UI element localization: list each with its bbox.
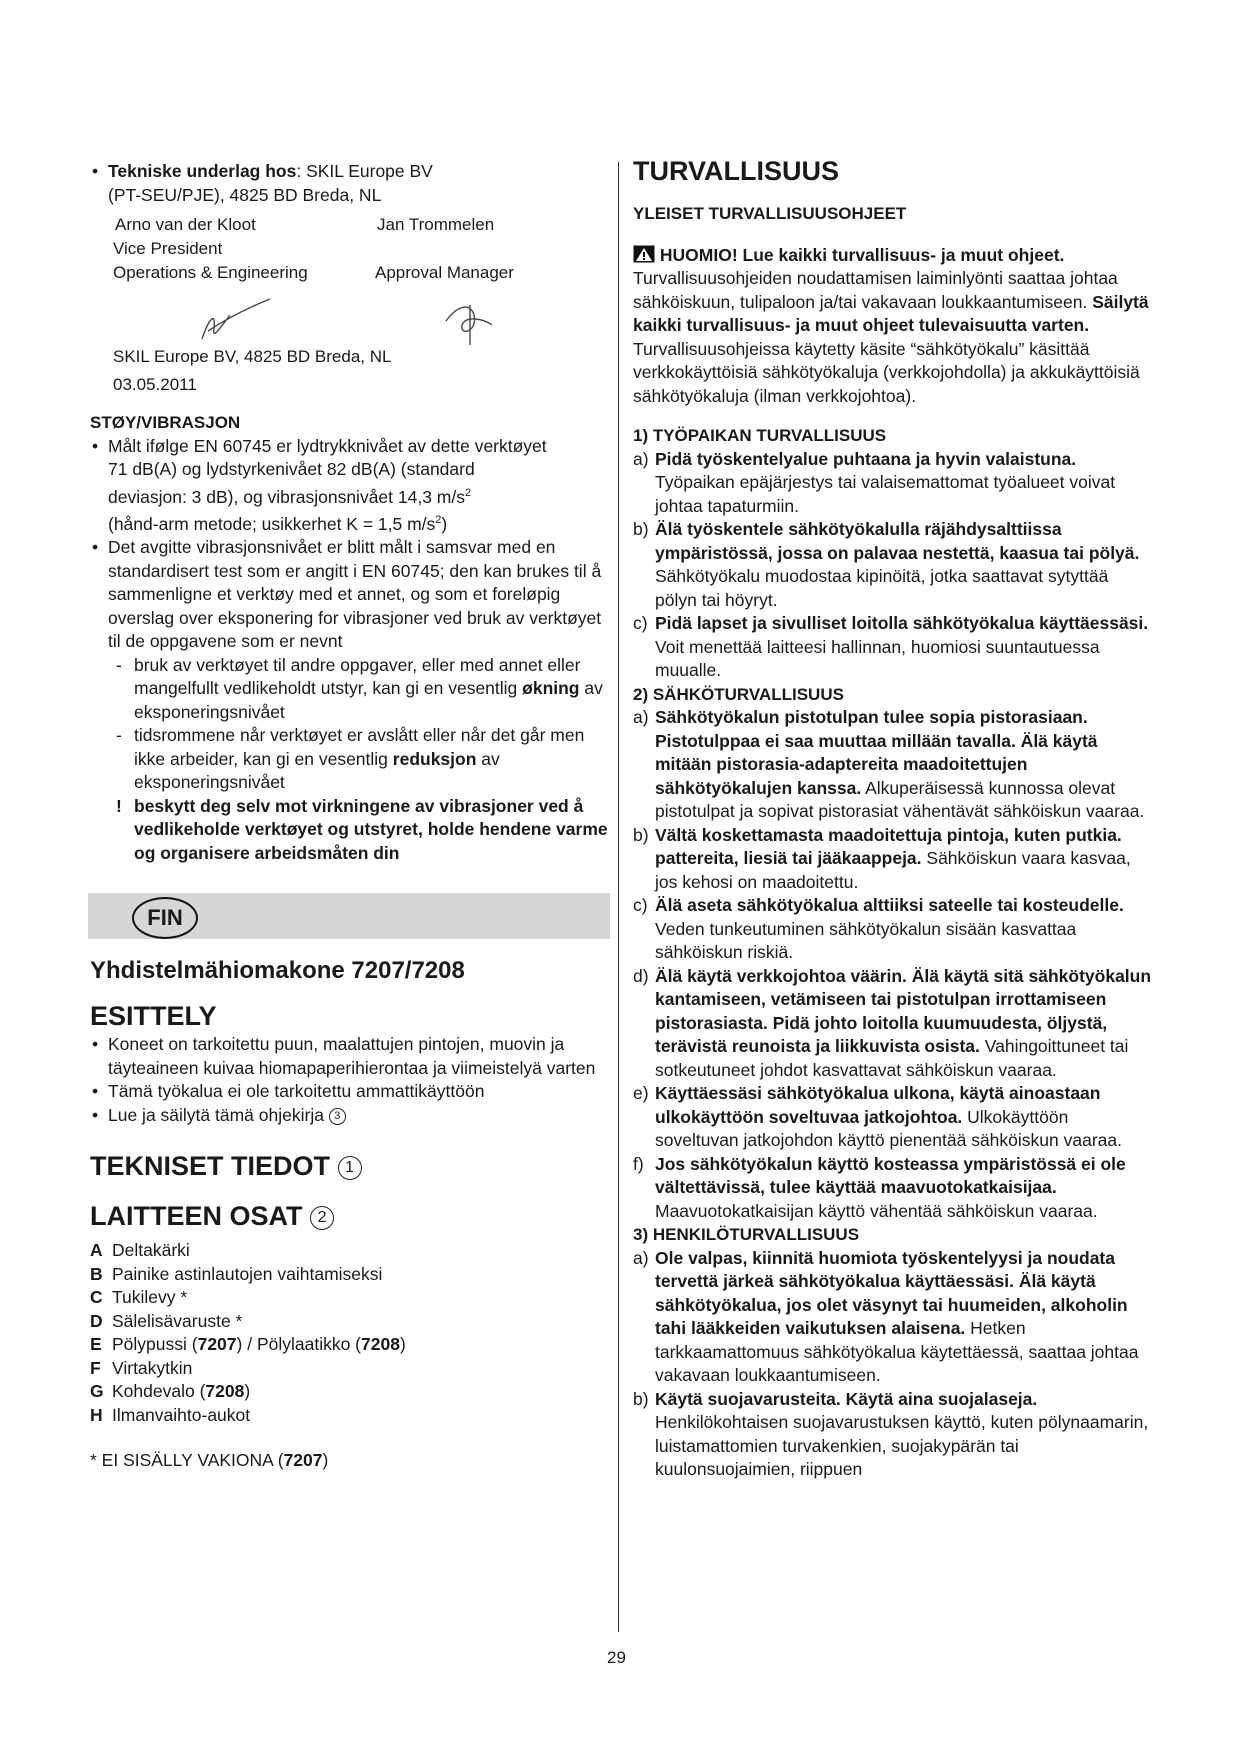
part-text: Ilmanvaihto-aukot <box>112 1404 251 1425</box>
part-text: Tukilevy * <box>112 1287 188 1308</box>
noise-d2-b: reduksjon <box>392 748 477 769</box>
figure-ref-2: 2 <box>310 1206 334 1230</box>
noise-dash-2 <box>90 724 610 795</box>
item-bold: Ole valpas, kiinnitä huomiota työskentelyysi ja noudata tervettä järkeä sähkötyökalua käyttäessäsi. Älä käytä sähkötyökalua, jos olet väsynyt tai huumeiden, alkoholin tahi lääkkeiden vaikutuksen alaisena. <box>655 1247 1128 1338</box>
part-c <box>90 1286 610 1310</box>
parts-list <box>90 1239 610 1427</box>
s1-item-c <box>633 612 1153 683</box>
item-bold: Pidä lapset ja sivulliset loitolla sähkötyökalua käyttäessäsi. <box>655 613 1149 633</box>
item-bold: Pidä työskentelyalue puhtaana ja hyvin valaistuna. <box>655 448 1077 469</box>
part-g <box>90 1380 610 1404</box>
noise-warning: ! beskytt deg selv mot virkningene av vibrasjoner ved å vedlikeholde verktøyet og utstyret, holde hendene varme og organisere arbeidsmåten din <box>90 795 610 866</box>
part-e-b: 7207 <box>197 1334 237 1355</box>
date: 03.05.2011 <box>113 375 197 394</box>
part-key: C <box>90 1287 103 1308</box>
part-key: B <box>90 1263 103 1284</box>
item-text: Vahingoittuneet tai sotkeutuneet johdot kasvattavat sähköiskun vaaraa. <box>655 1036 1129 1080</box>
noise-d2-a: tidsrommene når verktøyet er avslått eller når det går men ikke arbeider, kan gi en vesentlig <box>134 725 585 769</box>
item-label: e) <box>633 1083 649 1103</box>
part-e <box>90 1333 610 1357</box>
column-divider <box>618 162 619 1632</box>
signer1-dept: Operations & Engineering <box>113 263 308 282</box>
item-label: b) <box>633 1388 649 1409</box>
noise-b1-l3: deviasjon: 3 dB), og vibrasjonsnivået 14,3 m/s <box>108 486 465 507</box>
s1-item-b <box>633 518 1153 612</box>
footnote-a: * EI SISÄLLY VAKIONA ( <box>90 1450 284 1471</box>
intro-bullet-3 <box>90 1104 610 1128</box>
noise-b1-l4-end: ) <box>441 513 448 534</box>
part-e-c: ) / Pölylaatikko ( <box>236 1334 362 1355</box>
part-b <box>90 1263 610 1287</box>
section2-heading: 2) SÄHKÖTURVALLISUUS <box>633 684 844 704</box>
item-bold: Käyttäessäsi sähkötyökalua ulkona, käytä ainoastaan ulkokäyttöön soveltuvaa jatkojohtoa. <box>655 1083 1101 1127</box>
item-text: Veden tunkeutuminen sähkötyökalun sisään kasvattaa sähköiskun riskiä. <box>655 918 1077 962</box>
warning-t1: Turvallisuusohjeiden noudattamisen laiminlyönti saattaa johtaa sähköiskuun, tulipaloon ja/tai vakavaan loukkaantumiseen. <box>633 268 1118 312</box>
company-line: SKIL Europe BV, 4825 BD Breda, NL <box>113 347 392 366</box>
figure-ref-1: 1 <box>338 1156 362 1180</box>
item-bold: Älä aseta sähkötyökalua alttiiksi sateelle tai kosteudelle. <box>655 895 1124 915</box>
part-a <box>90 1239 610 1263</box>
noise-b1-l2: 71 dB(A) og lydstyrkenivået 82 dB(A) (standard <box>108 459 475 479</box>
signature-images <box>90 285 610 347</box>
s1-item-a <box>633 448 1153 519</box>
part-e-e: ) <box>399 1334 406 1355</box>
sup-2b: 2 <box>435 513 442 526</box>
s2-item-a <box>633 706 1153 824</box>
part-text: Sälelisävaruste * <box>112 1310 243 1331</box>
left-column <box>90 160 610 1473</box>
signers-block <box>90 213 610 285</box>
tech-docs-bullet <box>90 160 610 207</box>
item-label: a) <box>633 448 649 469</box>
warning-b2: Säilytä kaikki turvallisuus- ja muut ohjeet tulevaisuutta varten. <box>633 291 1149 335</box>
tech-docs-address: (PT-SEU/PJE), 4825 BD Breda, NL <box>108 184 382 205</box>
item-text: Sähkötyökalu muodostaa kipinöitä, jotka saattavat sytyttää pölyn tai höyryt. <box>655 566 1109 610</box>
noise-d1-c: av eksponeringsnivået <box>134 678 603 722</box>
item-text: Työpaikan epäjärjestys tai valaisemattomat työalueet voivat johtaa tapaturmiin. <box>655 472 1116 516</box>
item-label: a) <box>633 1247 649 1268</box>
part-text: Painike astinlautojen vaihtamiseksi <box>112 1263 383 1284</box>
noise-d1-a: bruk av verktøyet til andre oppgaver, eller med annet eller mangelfullt vedlikeholdt utstyr, kan gi en vesentlig <box>134 654 581 699</box>
tech-data-heading <box>90 1149 610 1183</box>
language-badge: FIN <box>132 897 198 939</box>
figure-ref-3: 3 <box>329 1108 346 1125</box>
s2-item-f <box>633 1153 1153 1224</box>
footnote-b: 7207 <box>283 1450 323 1471</box>
tech-data-heading-text: TEKNISET TIEDOT <box>90 1151 331 1182</box>
item-text: Maavuotokatkaisijan käyttö vähentää sähköiskun vaaraa. <box>655 1200 1098 1221</box>
intro-heading: ESITTELY <box>90 1001 217 1032</box>
part-g-c: ) <box>244 1381 251 1402</box>
item-text: Alkuperäisessä kunnossa olevat pistotulpat ja sopivat pistorasiat vähentävät sähköiskun vaaraa. <box>655 777 1145 821</box>
signer1-role: Vice President <box>113 239 223 258</box>
parts-heading <box>90 1199 610 1233</box>
item-label: c) <box>633 613 648 633</box>
safety-heading: TURVALLISUUS <box>633 156 840 186</box>
item-bold: Käytä suojavarusteita. Käytä aina suojalaseja. <box>655 1388 1038 1409</box>
part-key: E <box>90 1334 102 1355</box>
warning-b1: HUOMIO! Lue kaikki turvallisuus- ja muut ohjeet. <box>659 244 1065 265</box>
intro-b3-text: Lue ja säilytä tämä ohjekirja <box>108 1104 324 1125</box>
item-label: f) <box>633 1153 644 1174</box>
section1-heading: 1) TYÖPAIKAN TURVALLISUUS <box>633 426 887 445</box>
part-h <box>90 1404 610 1428</box>
noise-d2-c: av eksponeringsnivået <box>134 748 500 793</box>
item-label: c) <box>633 895 648 915</box>
signatures <box>90 285 610 347</box>
part-key: A <box>90 1240 103 1261</box>
s3-item-a <box>633 1247 1153 1388</box>
item-bold: Sähkötyökalun pistotulpan tulee sopia pistorasiaan. Pistotulppaa ei saa muuttaa millään tavalla. Älä käytä mitään pistorasia-adaptereita maadoitettujen sähkötyökalujen kanssa. <box>655 707 1098 798</box>
signer2-name: Jan Trommelen <box>377 215 495 234</box>
warning-paragraph <box>633 244 1153 409</box>
part-d <box>90 1310 610 1334</box>
parts-heading-text: LAITTEEN OSAT <box>90 1201 303 1232</box>
item-label: a) <box>633 707 649 727</box>
noise-b1-l4: (hånd-arm metode; usikkerhet K = 1,5 m/s <box>108 513 436 534</box>
s2-item-c <box>633 894 1153 965</box>
intro-bullet-2: • Tämä työkalua ei ole tarkoitettu ammattikäyttöön <box>90 1080 610 1104</box>
part-g-a: Kohdevalo ( <box>112 1381 206 1402</box>
part-key: D <box>90 1310 103 1331</box>
item-text: Ulkokäyttöön soveltuvan jatkojohdon käyttö pienentää sähköiskun vaaraa. <box>655 1106 1122 1150</box>
item-text: Hetken tarkkaamattomuus sähkötyökalua käytettäessä, saattaa johtaa vakavaan loukkaantumiseen. <box>655 1318 1139 1385</box>
tech-docs-label: Tekniske underlag hos <box>108 161 297 181</box>
part-key: H <box>90 1404 103 1425</box>
part-text: Deltakärki <box>112 1240 190 1261</box>
language-bar <box>88 893 610 939</box>
section3-heading: 3) HENKILÖTURVALLISUUS <box>633 1225 860 1244</box>
item-label: d) <box>633 965 649 986</box>
s2-item-e <box>633 1082 1153 1153</box>
part-f <box>90 1357 610 1381</box>
product-title: Yhdistelmähiomakone 7207/7208 <box>90 957 465 985</box>
right-column <box>633 156 1153 1482</box>
part-g-b: 7208 <box>205 1381 245 1402</box>
noise-dash-1 <box>90 654 610 725</box>
item-label: b) <box>633 824 649 845</box>
part-e-d: 7208 <box>361 1334 400 1355</box>
safety-subheading: YLEISET TURVALLISUUSOHJEET <box>633 204 907 223</box>
s2-item-d <box>633 965 1153 1083</box>
footnote-c: ) <box>322 1450 329 1471</box>
noise-d1-b: økning <box>522 678 580 699</box>
item-bold: Älä käytä verkkojohtoa väärin. Älä käytä sitä sähkötyökalun kantamiseen, vetämiseen tai pistotulpan irrottamiseen pistorasiasta. Pidä johto loitolla kuumuudesta, öljystä, terävistä reunoista ja liikkuvista osista. <box>655 965 1152 1056</box>
item-bold: Älä työskentele sähkötyökalulla räjähdysalttiissa ympäristössä, jossa on palavaa nestettä, kaasua tai pölyä. <box>655 519 1140 563</box>
part-text: Virtakytkin <box>112 1357 193 1378</box>
item-text: Henkilökohtaisen suojavarustuksen käyttö, kuten pölynaamarin, luistamattomien turvakenkien, suojakypärän tai kuulonsuojaimien, riippuen <box>655 1412 1149 1479</box>
intro-bullet-1: • Koneet on tarkoitettu puun, maalattujen pintojen, muovin ja täyteaineen kuivaa hiomapaperihierontaa ja viimeistelyä varten <box>90 1033 610 1080</box>
part-e-a: Pölypussi ( <box>112 1334 198 1355</box>
sup-2a: 2 <box>465 486 472 499</box>
item-bold: Vältä koskettamasta maadoitettuja pintoja, kuten putkia. pattereita, liesiä tai jääkaappeja. <box>655 824 1122 868</box>
noise-b1-l1: Målt ifølge EN 60745 er lydtrykknivået av dette verktøyet <box>108 435 547 456</box>
signer2-role: Approval Manager <box>375 263 514 282</box>
warning-t2: Turvallisuusohjeissa käytetty käsite “sähkötyökalu” käsittää verkkokäyttöisiä sähkötyökaluja (verkkojohdolla) ja akkukäyttöisiä sähkötyökaluja (ilman verkkojohtoa). <box>633 338 1140 406</box>
s2-item-b <box>633 824 1153 895</box>
s3-item-b <box>633 1388 1153 1482</box>
page-number: 29 <box>607 1648 626 1667</box>
noise-heading: STØY/VIBRASJON <box>90 413 241 432</box>
item-bold: Jos sähkötyökalun käyttö kosteassa ympäristössä ei ole vältettävissä, tulee käyttää maavuotokatkaisijaa. <box>655 1153 1126 1197</box>
tech-docs-company: : SKIL Europe BV <box>296 161 433 181</box>
footnote <box>90 1449 610 1473</box>
part-key: F <box>90 1357 101 1378</box>
item-text: Voit menettää laitteesi hallinnan, huomiosi suuntautuessa muualle. <box>655 636 1100 680</box>
item-text: Sähköiskun vaara kasvaa, jos kehosi on maadoitettu. <box>655 848 1131 892</box>
part-key: G <box>90 1381 104 1402</box>
signer1-name: Arno van der Kloot <box>115 215 256 234</box>
noise-bullet-2: • Det avgitte vibrasjonsnivået er blitt målt i samsvar med en standardisert test som er angitt i EN 60745; den kan brukes til å sammenligne et verktøy med et annet, og som et foreløpig overslag over eksponering for vibrasjoner ved bruk av verktøyet til de oppgavene som er nevnt <box>90 536 610 654</box>
noise-bullet-1 <box>90 435 610 537</box>
warning-icon <box>633 245 655 263</box>
item-label: b) <box>633 519 649 539</box>
